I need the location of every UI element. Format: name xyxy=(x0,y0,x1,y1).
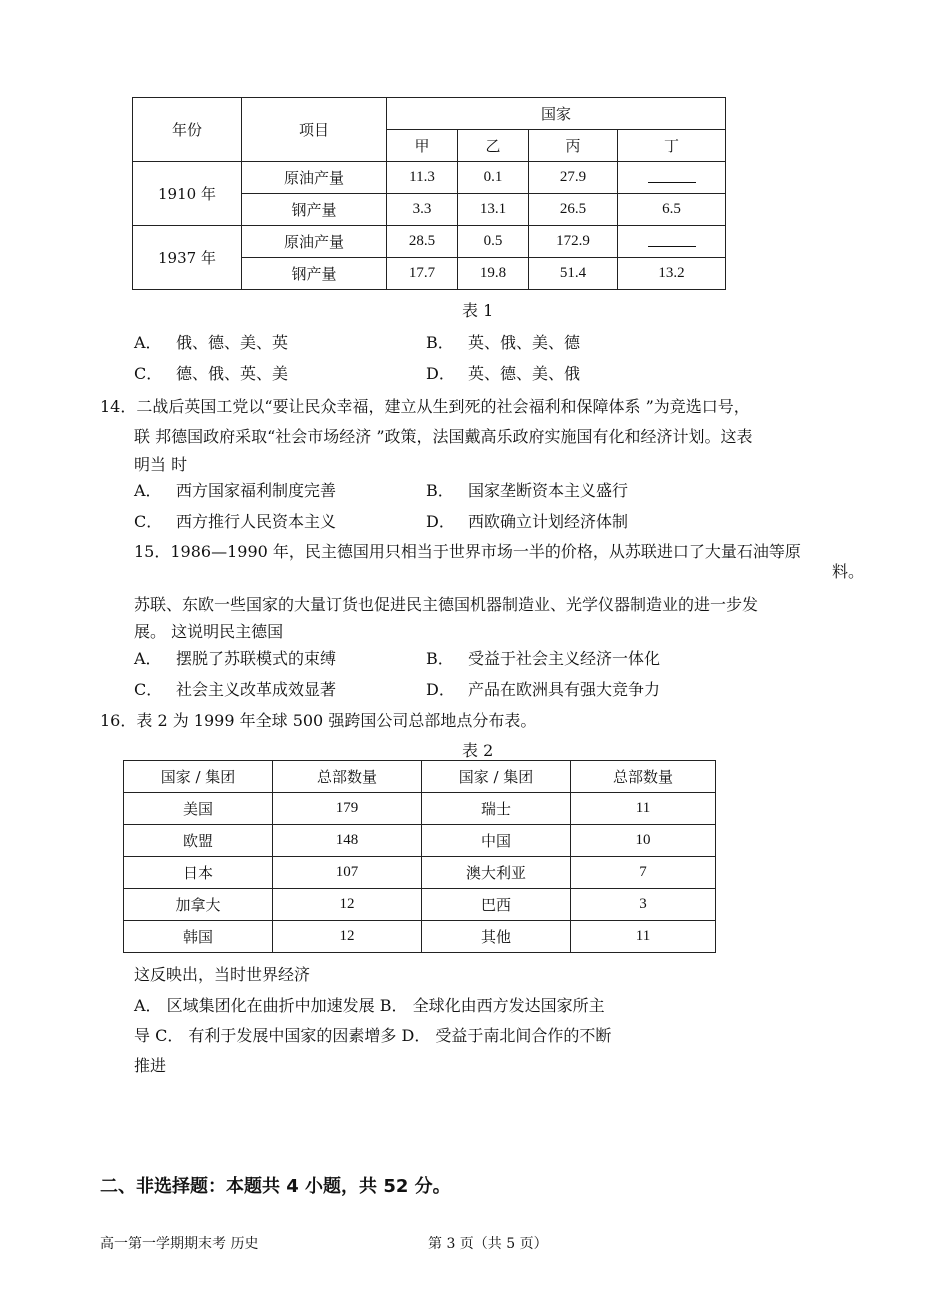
table1-cell: 11.3 xyxy=(387,162,458,194)
table-row xyxy=(124,889,716,921)
table1-country: 丁 xyxy=(618,130,726,162)
table2-cell: 148 xyxy=(273,825,422,857)
table-row xyxy=(124,793,716,825)
table2-cell: 其他 xyxy=(422,921,571,953)
table1-caption: 表 1 xyxy=(462,301,494,320)
table1-cell-blank xyxy=(618,226,726,258)
table2-cell: 欧盟 xyxy=(124,825,273,857)
table2-cell: 107 xyxy=(273,857,422,889)
q16-options-line3[interactable]: 推进 xyxy=(134,1056,167,1075)
table1-cell: 17.7 xyxy=(387,258,458,290)
table2-cell: 巴西 xyxy=(422,889,571,921)
table2-cell: 澳大利亚 xyxy=(422,857,571,889)
table1-cell: 28.5 xyxy=(387,226,458,258)
q15-stem-line1: 15．1986—1990 年，民主德国用只相当于世界市场一半的价格，从苏联进口了大量石油等原 xyxy=(134,542,801,561)
table2-header: 国家 / 集团 xyxy=(422,761,571,793)
table1-country: 丙 xyxy=(529,130,618,162)
table1-cell: 51.4 xyxy=(529,258,618,290)
table2-caption: 表 2 xyxy=(462,741,494,760)
q15-stem-line2: 苏联、东欧一些国家的大量订货也促进民主德国机器制造业、光学仪器制造业的进一步发 xyxy=(134,595,759,614)
blank-line xyxy=(648,172,696,183)
table1-cell: 0.1 xyxy=(458,162,529,194)
table2-header: 国家 / 集团 xyxy=(124,761,273,793)
table2-cell: 12 xyxy=(273,889,422,921)
table1-header-country: 国家 xyxy=(387,98,726,130)
table-row xyxy=(124,857,716,889)
q15-stem-line1-tail: 料。 xyxy=(832,562,865,581)
table1-header-year: 年份 xyxy=(133,98,242,162)
table2-cell: 韩国 xyxy=(124,921,273,953)
table1-cell: 19.8 xyxy=(458,258,529,290)
q15-stem-line3: 展。 这说明民主德国 xyxy=(134,622,284,641)
table2-cell: 3 xyxy=(571,889,716,921)
table2-cell: 12 xyxy=(273,921,422,953)
footer-course: 高一第一学期期末考 历史 xyxy=(100,1236,259,1252)
table2-cell: 瑞士 xyxy=(422,793,571,825)
section-2-heading: 二、非选择题：本题共 4 小题，共 52 分。 xyxy=(100,1176,451,1197)
q13-option-a[interactable]: A． 俄、德、美、英 xyxy=(134,333,289,352)
q14-stem-line3: 明当 时 xyxy=(134,455,188,474)
q14-option-c[interactable]: C． 西方推行人民资本主义 xyxy=(134,512,337,531)
table2-header: 总部数量 xyxy=(571,761,716,793)
table1-country: 乙 xyxy=(458,130,529,162)
table1-cell: 3.3 xyxy=(387,194,458,226)
table1-item: 钢产量 xyxy=(242,258,387,290)
q16-stem: 这反映出，当时世界经济 xyxy=(134,965,311,984)
table1-cell: 6.5 xyxy=(618,194,726,226)
q14-option-b[interactable]: B． 国家垄断资本主义盛行 xyxy=(426,481,629,500)
table1-year: 1937 年 xyxy=(133,226,242,290)
q14-stem-line2: 联 邦德国政府采取“社会市场经济 ”政策，法国戴高乐政府实施国有化和经济计划。这表 xyxy=(134,427,753,446)
table-2 xyxy=(123,760,716,953)
table1-cell: 13.1 xyxy=(458,194,529,226)
footer-page-number: 第 3 页（共 5 页） xyxy=(428,1236,548,1252)
q16-options-line2[interactable]: 导 C． 有利于发展中国家的因素增多 D． 受益于南北间合作的不断 xyxy=(134,1026,612,1045)
q15-option-b[interactable]: B． 受益于社会主义经济一体化 xyxy=(426,649,661,668)
table2-header: 总部数量 xyxy=(273,761,422,793)
table1-country: 甲 xyxy=(387,130,458,162)
table-row xyxy=(124,825,716,857)
table2-cell: 179 xyxy=(273,793,422,825)
table2-cell: 美国 xyxy=(124,793,273,825)
table1-cell: 13.2 xyxy=(618,258,726,290)
table1-item: 原油产量 xyxy=(242,226,387,258)
blank-line xyxy=(648,236,696,247)
q13-option-c[interactable]: C． 德、俄、英、美 xyxy=(134,364,289,383)
q15-option-d[interactable]: D． 产品在欧洲具有强大竞争力 xyxy=(426,680,661,699)
table1-header-item: 项目 xyxy=(242,98,387,162)
q15-option-c[interactable]: C． 社会主义改革成效显著 xyxy=(134,680,337,699)
q14-option-d[interactable]: D． 西欧确立计划经济体制 xyxy=(426,512,629,531)
q16-options-line1[interactable]: A． 区域集团化在曲折中加速发展 B． 全球化由西方发达国家所主 xyxy=(134,996,605,1015)
table2-cell: 7 xyxy=(571,857,716,889)
q14-option-a[interactable]: A． 西方国家福利制度完善 xyxy=(134,481,337,500)
table2-cell: 11 xyxy=(571,921,716,953)
q13-option-b[interactable]: B． 英、俄、美、德 xyxy=(426,333,581,352)
table1-item: 原油产量 xyxy=(242,162,387,194)
table2-cell: 11 xyxy=(571,793,716,825)
table1-cell: 27.9 xyxy=(529,162,618,194)
table1-cell: 172.9 xyxy=(529,226,618,258)
table1-cell-blank xyxy=(618,162,726,194)
table1-item: 钢产量 xyxy=(242,194,387,226)
q15-option-a[interactable]: A． 摆脱了苏联模式的束缚 xyxy=(134,649,337,668)
q16-stem-line1: 16．表 2 为 1999 年全球 500 强跨国公司总部地点分布表。 xyxy=(100,711,537,730)
table-1 xyxy=(132,97,726,290)
table1-cell: 26.5 xyxy=(529,194,618,226)
table2-cell: 10 xyxy=(571,825,716,857)
table1-year: 1910 年 xyxy=(133,162,242,226)
table2-cell: 中国 xyxy=(422,825,571,857)
q14-stem-line1: 14．二战后英国工党以“要让民众幸福，建立从生到死的社会福利和保障体系 ”为竞选口号， xyxy=(100,397,750,416)
q13-option-d[interactable]: D． 英、德、美、俄 xyxy=(426,364,581,383)
table-row xyxy=(124,921,716,953)
table1-cell: 0.5 xyxy=(458,226,529,258)
table2-cell: 日本 xyxy=(124,857,273,889)
table2-cell: 加拿大 xyxy=(124,889,273,921)
